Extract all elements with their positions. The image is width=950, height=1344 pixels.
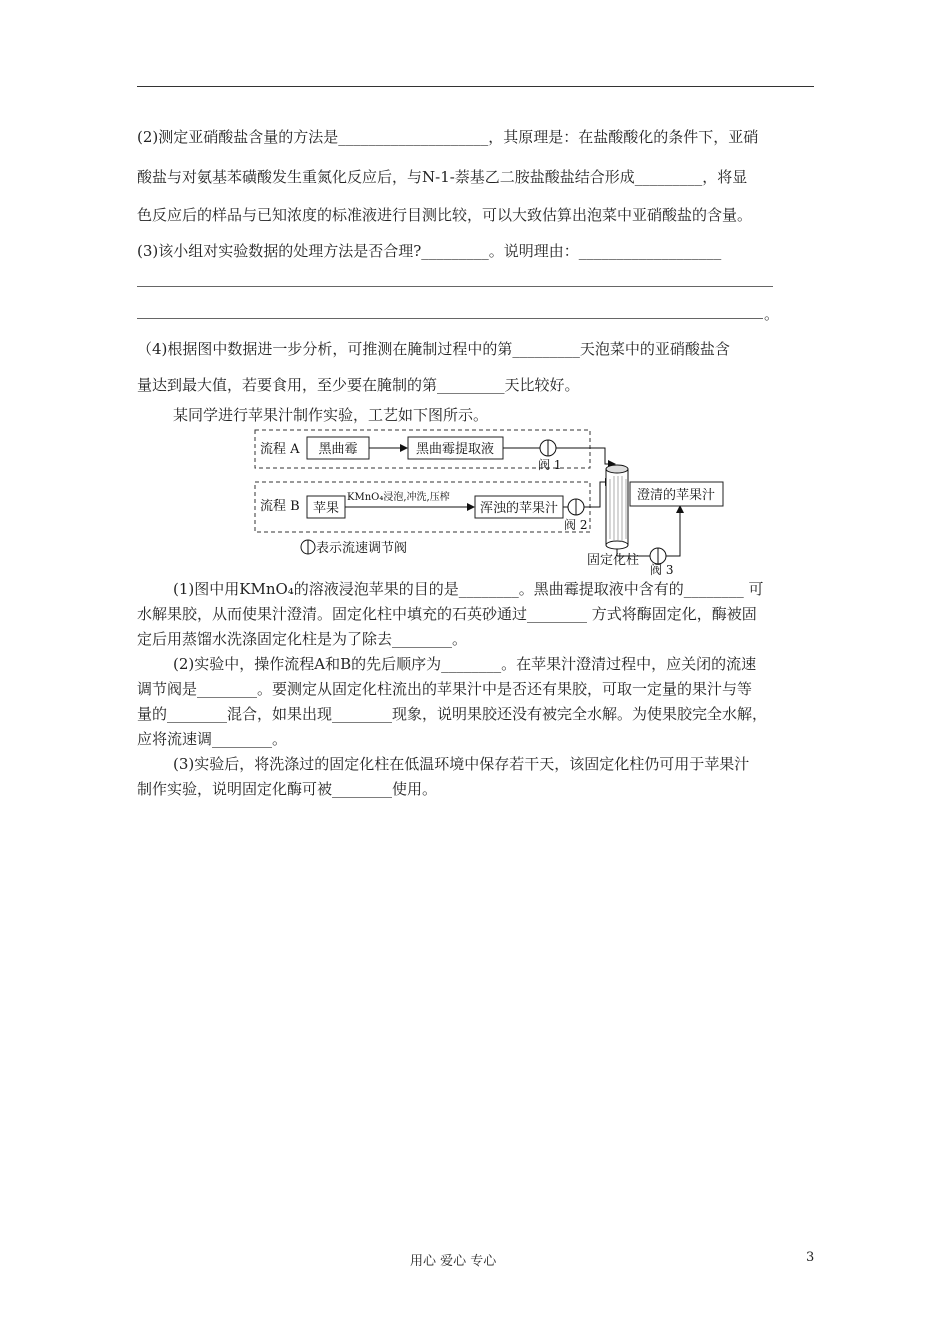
intro-text: 某同学进行苹果汁制作实验，工艺如下图所示。 bbox=[173, 406, 489, 424]
column-label: 固定化柱 bbox=[587, 553, 640, 568]
p2-line-3: 量的________混合，如果出现________现象，说明果胶还没有被完全水解。为使果胶完全水解， bbox=[137, 705, 768, 723]
valve-1-label: 阀 1 bbox=[538, 458, 562, 472]
flow-b-label: 流程 B bbox=[260, 499, 300, 514]
p1-line-2: 水解果胶，从而使果汁澄清。固定化柱中填充的石英砂通过________ 方式将酶固定化，酶被固 bbox=[137, 605, 757, 623]
answer-blank-line-2 bbox=[137, 318, 763, 319]
pipe-a2 bbox=[556, 448, 615, 464]
q4-line-1: （4)根据图中数据进一步分析，可推测在腌制过程中的第_________天泡菜中的亚硝酸盐含 bbox=[137, 340, 730, 358]
p2-line-1: (2)实验中，操作流程A和B的先后顺序为________。在苹果汁澄清过程中，应关闭的流速 bbox=[173, 655, 757, 673]
clear-juice-label: 澄清的苹果汁 bbox=[636, 488, 716, 503]
valve-2-label: 阀 2 bbox=[564, 518, 588, 532]
q2-line-1: (2)测定亚硝酸盐含量的方法是____________________，其原理是：在盐酸酸化的条件下，亚硝 bbox=[137, 128, 759, 146]
header-rule bbox=[137, 86, 814, 87]
q3-line-1: (3)该小组对实验数据的处理方法是否合理?_________。说明理由：___________________ bbox=[137, 242, 722, 260]
q2-line-3: 色反应后的样品与已知浓度的标准液进行目测比较，可以大致估算出泡菜中亚硝酸盐的含量。 bbox=[137, 206, 753, 224]
aspergillus-label: 黑曲霉 bbox=[318, 442, 358, 457]
q2-line-2: 酸盐与对氨基苯磺酸发生重氮化反应后，与N-1-萘基乙二胺盐酸盐结合形成_________，将显 bbox=[137, 168, 748, 186]
p1-line-1: (1)图中用KMnO₄的溶液浸泡苹果的目的是________。黑曲霉提取液中含有的________ 可 bbox=[173, 580, 764, 598]
footer-motto: 用心 爱心 专心 bbox=[410, 1254, 497, 1269]
valve-3-label: 阀 3 bbox=[650, 563, 674, 576]
p2-line-4: 应将流速调________。 bbox=[137, 730, 288, 748]
p2-line-2: 调节阀是________。要测定从固定化柱流出的苹果汁中是否还有果胶，可取一定量的果汁与等 bbox=[137, 680, 753, 698]
flow-a-label: 流程 A bbox=[260, 442, 300, 457]
answer-blank-line-1 bbox=[137, 286, 773, 287]
fixed-column bbox=[606, 469, 628, 545]
apple-juice-process-diagram bbox=[250, 424, 730, 576]
p3-line-1: (3)实验后，将洗涤过的固定化柱在低温环境中保存若干天，该固定化柱仍可用于苹果汁 bbox=[173, 755, 750, 773]
p3-line-2: 制作实验，说明固定化酶可被________使用。 bbox=[137, 780, 438, 798]
q4-line-2: 量达到最大值，若要食用，至少要在腌制的第_________天比较好。 bbox=[137, 376, 580, 394]
legend-label: 表示流速调节阀 bbox=[316, 541, 408, 556]
apple-label: 苹果 bbox=[312, 501, 340, 516]
q3-period: 。 bbox=[764, 305, 780, 323]
page-number: 3 bbox=[806, 1250, 815, 1265]
extract-label: 黑曲霉提取液 bbox=[415, 442, 495, 457]
process-label: KMnO₄浸泡,冲洗,压榨 bbox=[347, 492, 450, 503]
pipe-c1 bbox=[666, 506, 680, 556]
p1-line-3: 定后用蒸馏水洗涤固定化柱是为了除去________。 bbox=[137, 630, 468, 648]
cloudy-juice-label: 浑浊的苹果汁 bbox=[479, 501, 559, 516]
